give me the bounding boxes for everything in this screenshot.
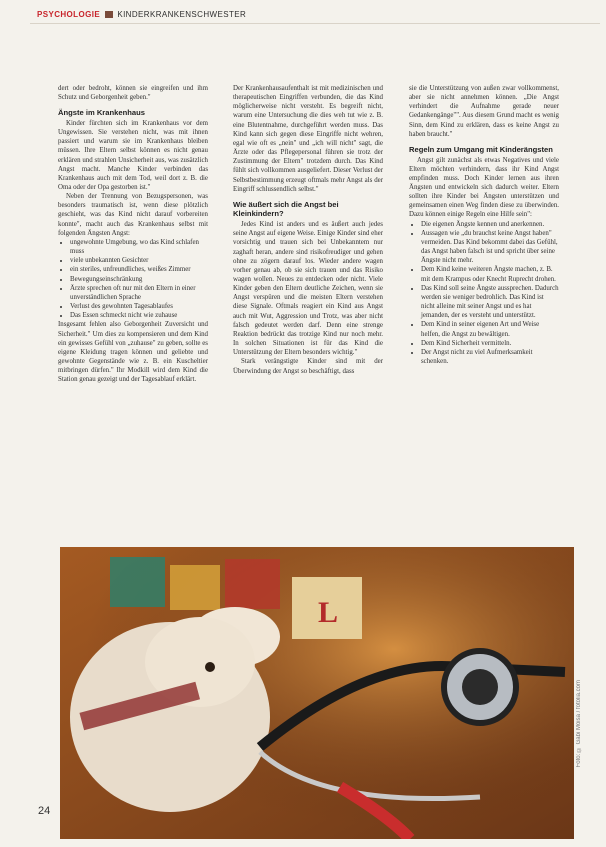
paragraph: dert oder bedroht, können sie eingreifen und ihm Schutz und Geborgenheit geben." bbox=[58, 85, 208, 102]
list-item: • viele unbekannten Gesichter bbox=[70, 256, 208, 265]
text-column-3 bbox=[409, 84, 559, 366]
stethoscope-diaphragm bbox=[462, 669, 498, 705]
section-heading: Ängste im Krankenhaus bbox=[58, 108, 145, 118]
stethoscope-teddy-photo bbox=[60, 547, 574, 839]
section-heading: Regeln zum Umgang mit Kinderängsten bbox=[409, 144, 553, 154]
list-item: • ein steriles, unfreundliches, weißes Zimmer bbox=[70, 265, 208, 274]
toy-block bbox=[170, 565, 220, 610]
list-item: • Verlust des gewohnten Tagesablaufes bbox=[70, 302, 208, 311]
header-topic: KINDERKRANKENSCHWESTER bbox=[117, 10, 247, 19]
bullet-list bbox=[409, 220, 559, 367]
paragraph: Kinder fürchten sich im Krankenhaus vor dem Ungewissen. Sie verstehen nicht, was mit ihnen passiert und warum sie im Krankenhaus bleiben müssen. Ihre Eltern selbst können es nicht genau erklären und strahlen Unsicherheit aus, was zusätzlich Angst macht. Manche Kinder verbinden das Krankenhaus auch mit dem Tod, weil dort z. B. die Oma oder der Opa gestorben ist." bbox=[58, 119, 208, 191]
list-item: • Dem Kind Sicherheit vermitteln. bbox=[421, 339, 559, 348]
paragraph: Neben der Trennung von Bezugspersonen, was besonders traumatisch ist, wenn diese plötzlich geschieht, was das Kind nicht darauf vorbereiten konnte", macht auch das Krankenhaus selbst mit folgenden Ängsten Angst: bbox=[58, 193, 208, 237]
paragraph: Stark verängstigte Kinder sind mit der Überwindung der Angst so beschäftigt, dass bbox=[233, 358, 383, 375]
block-letter: L bbox=[318, 596, 339, 629]
paragraph: Angst gilt zunächst als etwas Negatives und viele Eltern möchten verhindern, dass ihr Kind Angst empfinden muss. Doch Kinder lernen aus ihren Ängsten und entwickeln sich dadurch weiter. Eltern sollten ihre Kinder bei Ängsten unterstützen und gemeinsamen einen Weg finden diese zu überwinden. Dazu können einige Regeln eine Hilfe sein": bbox=[409, 156, 559, 219]
list-item: • Das Essen schmeckt nicht wie zuhause bbox=[70, 311, 208, 320]
list-item: • Dem Kind in seiner eigenen Art und Weise helfen, die Angst zu bewältigen. bbox=[421, 320, 559, 338]
paragraph: sie die Unterstützung von außen zwar vollkommenst, aber sie nicht annehmen können. „Die Angst verhindert die Aufnahme gerade neuer Gedankengänge"". Aus diesem Grund macht es wenig Sinn, dem Kind zu erklären, dass es keine Angst zu haben braucht." bbox=[409, 85, 559, 138]
list-item: • ungewohnte Umgebung, wo das Kind schlafen muss bbox=[70, 238, 208, 256]
list-item: • Der Angst nicht zu viel Aufmerksamkeit schenken. bbox=[421, 348, 559, 366]
header-section: PSYCHOLOGIE bbox=[37, 10, 101, 19]
toy-block bbox=[225, 559, 280, 609]
bunny-eye bbox=[205, 662, 215, 672]
page-number: 24 bbox=[38, 805, 51, 817]
list-item: • Aussagen wie „du brauchst keine Angst haben" vermeiden. Das Kind bekommt dabei das Gefühl, das Angst haben falsch ist und spricht über seine Ängste nicht mehr. bbox=[421, 229, 559, 266]
running-header bbox=[37, 10, 246, 19]
photo-credit: Foto: © Gabi Moisa / fotolia.com bbox=[576, 680, 582, 768]
list-item: • Das Kind soll seine Ängste aussprechen. Dadurch werden sie weniger bedrohlich. Das Kind ist nicht alleine mit seiner Angst und es hat jemanden, der es versteht und unterstützt. bbox=[421, 284, 559, 321]
section-heading: Wie äußert sich die Angst bei Kleinkindern? bbox=[233, 199, 339, 219]
paragraph: Der Krankenhausaufenthalt ist mit medizinischen und therapeutischen Eingriffen verbunden, die das Kind möglicherweise nicht versteht. Es begreift nicht, warum eine Untersuchung die dies weh tut wie z. B. eine Blutentnahme, durchgeführt werden muss. Das Kind kann sich gegen diese Eingriffe nicht wehren, egal wie oft es „nein" und „ich will nicht" sagt, die Ärzte oder das Pflegepersonal führen sie trotz der Zustimmung der Eltern" trotzdem durch. Das Kind fühlt sich vollkommen ausgeliefert. Dieser Verlust der Selbstbestimmung erzeugt oftmals mehr Angst als der Eingriff schlussendlich selbst." bbox=[233, 85, 383, 193]
list-item: • Ärzte sprechen oft nur mit den Eltern in einer unverständlichen Sprache bbox=[70, 284, 208, 302]
text-column-1 bbox=[58, 84, 208, 384]
list-item: • Dem Kind keine weiteren Ängste machen, z. B. mit dem Krampus oder Knecht Ruprecht drohen. bbox=[421, 265, 559, 283]
paragraph: Jedes Kind ist anders und es äußert auch jedes seine Angst auf eigene Weise. Einige Kinder sind eher vorsichtig und trauen sich bei Unbekanntem nur zaghaft heran, andere sind risikofreudiger und gehen ohne zu zögern darauf los. Wieder andere wagen vorher genau ab, ob sie sich trauen und das Risiko wagen wollen. Neues zu entdecken oder nicht. Viele Kinder geben den Eltern deutliche Zeichen, wenn sie Angst verspüren und die meisten Eltern verstehen diese Signale. Oftmals reagiert ein Kind aus Angst auch mit Wut, Aggression und Trotz, was aber nicht falsch gedeutet werden darf. Denn eine strenge Reaktion bedrückt das trotzige Kind nur noch mehr. In solchen Situationen ist für das Kind die Unterstützung der Eltern besonders wichtig." bbox=[233, 221, 383, 357]
paragraph: Insgesamt fehlen also Geborgenheit Zuversicht und Sicherheit." Um dies zu kompensieren und dem Kind ein gewisses Gefühl von „zuhause" zu geben, sollte es eigene Kleidung tragen können und geliebte und gewohnte Gegenstände wie z. B. ein Kuscheltier mitbringen dürfen." Ihr Modkill wird dem Kind die Station genau gezeigt und der Tagesablauf erklärt. bbox=[58, 321, 208, 384]
toy-block bbox=[110, 557, 165, 607]
heart-care-icon bbox=[105, 11, 113, 18]
list-item: • Die eigenen Ängste kennen und anerkennen. bbox=[421, 220, 559, 229]
text-column-2 bbox=[233, 84, 383, 376]
photo-illustration bbox=[60, 547, 574, 839]
bullet-list bbox=[58, 238, 208, 320]
header-rule bbox=[30, 23, 600, 24]
list-item: • Bewegungseinschränkung bbox=[70, 275, 208, 284]
